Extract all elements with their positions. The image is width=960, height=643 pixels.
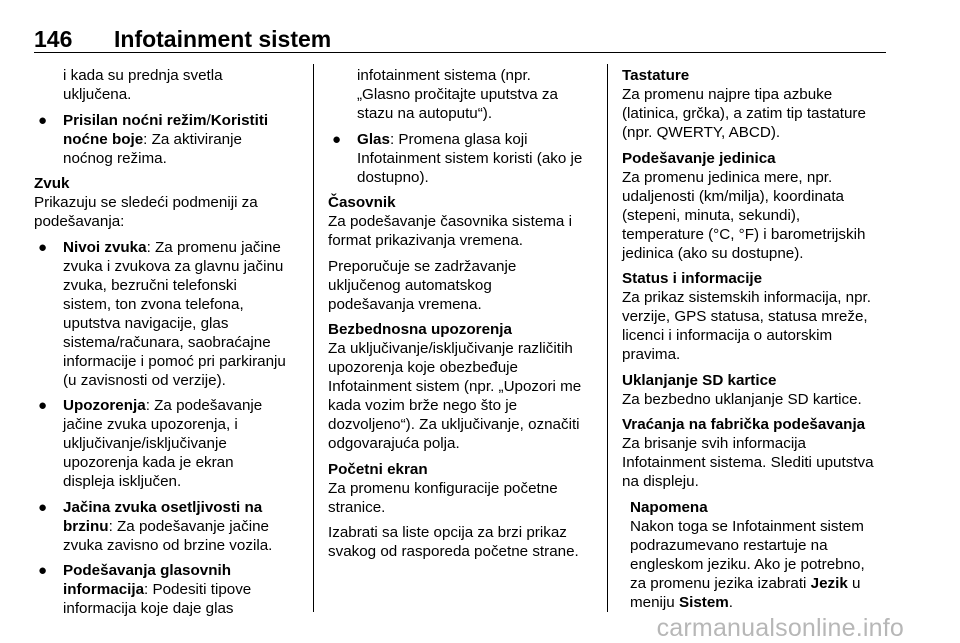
text-line: podrazumevano restartuje na [630,536,828,554]
text-line: Za podešavanje časovnika sistema i [328,213,572,230]
column-3 [622,66,922,612]
header-rule [34,52,886,53]
bullet-upozorenja [34,396,310,491]
continued-text [34,66,310,104]
text-line: uključena. [63,86,132,103]
text-line: svakog od rasporeda početne strane. [328,543,579,560]
continued-text [328,66,604,123]
heading-status-i-informacije: Status i informacije [622,270,763,287]
text-line: upozorenja koje obezbeđuje [328,359,518,376]
text-line: (latinica, grčka), a zatim tip tastature [622,105,866,122]
bullet-night-mode [34,111,310,168]
text: za promenu jezika izabrati [630,574,811,592]
text-line: upozorenja kada je ekran [63,454,234,471]
bullet-dot: ● [38,498,48,516]
text-line: zvuka, bezručni telefonski [63,276,237,294]
text-line: Infotainment sistem (npr. „Upozori me [328,378,582,395]
bullet-dot: ● [38,238,48,256]
text: meniju [630,593,679,611]
text-line: (u zavisnosti od verzije). [63,371,226,389]
paragraph [622,434,922,491]
paragraph [622,85,922,142]
text-line: format prikazivanja vremena. [328,232,523,249]
text-line: pravima. [622,346,681,363]
text-line: Infotainment sistem koristi (ako je [357,149,583,167]
text: : Za aktiviranje [143,130,242,148]
text-line: odgovarajuća polja. [328,435,460,452]
text-line: Za promenu najpre tipa azbuke [622,86,833,103]
heading-bezbednosna-upozorenja: Bezbednosna upozorenja [328,321,512,338]
page-header [34,0,886,52]
paragraph [34,193,310,231]
text-line: displeja isključen. [63,473,182,490]
text-line: temperature (°C, °F) i barometrijskih [622,225,866,243]
column-divider-1 [313,64,314,612]
text-line: stazu na autoputu“). [357,105,493,122]
bullet-dot: ● [38,562,48,579]
text-line: dostupno). [357,168,429,186]
text-line: na displeju. [622,473,699,490]
text: : Za promenu jačine [146,238,281,256]
text: u [847,574,861,592]
text-line: stranice. [328,498,386,516]
text-line: zvuka i zvukova za glavnu jačinu [63,257,284,275]
text-line: uključivanje/isključivanje [63,435,227,452]
text-line: Za uključivanje/isključivanje različitih [328,340,573,357]
text-line: informacija koje daje glas [63,600,234,617]
text-line: Za promenu konfiguracije početne [328,479,558,497]
menu-label: Koristiti [210,111,269,129]
section-title: Infotainment sistem [114,26,332,52]
menu-label: Upozorenja [63,397,146,414]
heading-tastature: Tastature [622,67,690,84]
text-line: podešavanja vremena. [328,295,482,313]
note-box [622,498,922,612]
text-line: „Glasno pročitajte uputstva za [357,86,558,103]
paragraph [328,523,604,561]
menu-label: Prisilan noćni režim [63,111,207,129]
bullet-dot: ● [38,397,48,414]
text-line: Za prikaz sistemskih informacija, npr. [622,289,871,306]
text-line: podešavanja: [34,213,125,230]
text-line: jedinica (ako su dostupne). [622,244,804,262]
heading-fabricka-podesavanja: Vraćanja na fabrička podešavanja [622,416,866,433]
menu-label: Glas [357,130,390,148]
text-line: i kada su prednja svetla [63,67,223,84]
bullet-glas [328,130,604,187]
text-line: noćnog režima. [63,149,167,167]
text-line: Izabrati sa liste opcija za brzi prikaz [328,524,567,541]
text: : Promena glasa koji [389,130,528,148]
column-2 [328,66,604,568]
text-line: Infotainment sistema. Slediti uputstva [622,454,874,471]
heading-podesavanje-jedinica: Podešavanje jedinica [622,149,776,167]
paragraph [328,257,604,314]
heading-casovnik: Časovnik [328,194,396,211]
text-line: Za bezbedno uklanjanje SD kartice. [622,390,862,408]
note-title: Napomena [630,498,708,516]
menu-label: Jačina zvuka osetljivosti na [63,498,263,516]
text: . [728,593,734,611]
menu-label: Jezik [810,574,848,592]
menu-label: Sistem [678,593,729,611]
menu-label: noćne boje [63,130,144,148]
text-line: informacije i pomoć pri parkiranju [63,352,286,370]
text-line: infotainment sistema (npr. [357,67,531,84]
column-1 [34,66,310,625]
bullet-nivoi-zvuka [34,238,310,390]
text-line: engleskom jeziku. Ako je potrebno, [630,555,865,573]
text-line: jačine zvuka upozorenja, i [63,416,238,433]
column-divider-2 [607,64,608,612]
text-line: (stepeni, minuta, sekundi), [622,206,801,224]
text-line: Preporučuje se zadržavanje [328,257,517,275]
menu-label: Nivoi zvuka [63,238,147,256]
text-line: zvuka zavisno od brzine vozila. [63,536,273,554]
text-line: sistema/računara, saobraćajne [63,333,271,351]
heading-uklanjanje-sd-kartice: Uklanjanje SD kartice [622,371,777,389]
text-line: Za promenu jedinica mere, npr. [622,168,833,186]
text-line: kada vozim brže nego što je [328,397,518,414]
paragraph [328,339,604,453]
text-line: Prikazuju se sledeći podmeniji za [34,194,258,211]
menu-label: brzinu [63,517,109,535]
text-line: sistem, ton zvona telefona, [63,295,244,313]
bullet-jacina-zvuka [34,498,310,555]
text-line: Za brisanje svih informacija [622,435,807,452]
paragraph [328,212,604,250]
text: : Za podešavanje [145,397,263,414]
menu-label: informacija [63,581,145,598]
text-line: dozvoljeno“). Za uključivanje, označiti [328,416,580,433]
text-line: (npr. QWERTY, ABCD). [622,124,781,141]
text-line: udaljenosti (km/milja), koordinata [622,187,844,205]
paragraph [328,479,604,517]
paragraph [622,168,922,263]
paragraph [622,390,922,409]
paragraph [622,288,922,364]
text-line: uputstva navigacije, glas [63,314,229,332]
bullet-glasovne-informacije [34,561,310,618]
watermark: carmanualsonline.info [656,614,904,642]
text: : Podesiti tipove [144,581,252,598]
page-number: 146 [34,26,73,52]
menu-label: Podešavanja glasovnih [63,562,231,579]
text-line: licenci i informacija o autorskim [622,327,833,344]
text-line: verzije, GPS statusa, statusa mreže, [622,308,868,325]
bullet-dot: ● [332,130,342,148]
text-line: uključenog automatskog [328,276,492,294]
text-line: Nakon toga se Infotainment sistem [630,517,864,535]
heading-zvuk: Zvuk [34,175,70,192]
bullet-dot: ● [38,111,48,129]
heading-pocetni-ekran: Početni ekran [328,460,428,478]
text: : Za podešavanje jačine [108,517,269,535]
text: / [206,111,211,129]
